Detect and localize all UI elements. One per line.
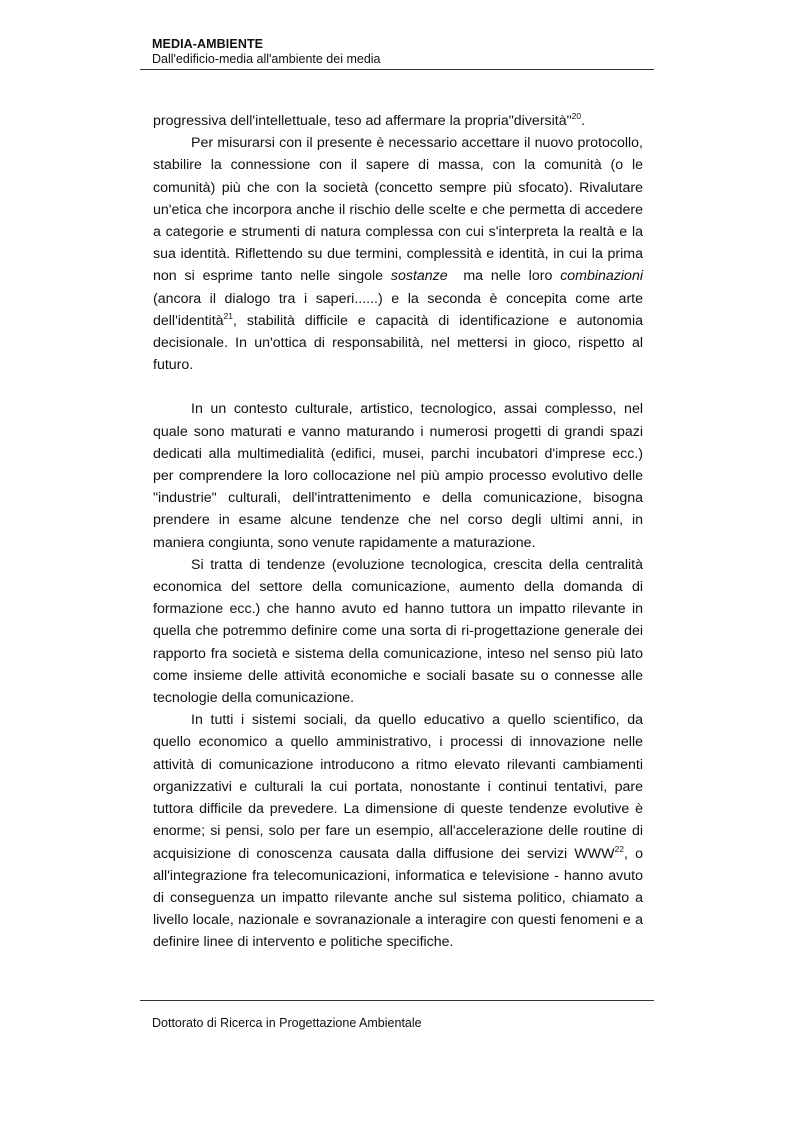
- header-title: MEDIA-AMBIENTE: [152, 37, 264, 51]
- paragraph-3: In un contesto culturale, artistico, tecnologico, assai complesso, nel quale sono maturati e vanno maturando i numerosi progetti di grandi spazi dedicati alla multimedialità (edifici, musei, parchi incubatori d'imprese ecc.) per comprendere la loro collocazione nel più ampio processo evolutivo delle "industrie" culturali, dell'intrattenimento e della comunicazione, bisogna prendere in esame alcune tendenze che nel corso degli ultimi anni, in maniera congiunta, sono venute rapidamente a maturazione.: [153, 401, 643, 551]
- italic-term-sostanze: sostanze: [390, 268, 448, 285]
- footnote-ref-21: 21: [223, 310, 234, 321]
- footnote-ref-22: 22: [614, 843, 624, 854]
- paragraph-5: In tutti i sistemi sociali, da quello educativo a quello scientifico, da quello economico a quello amministrativo, i processi di innovazione nelle attività di comunicazione introducono a ritmo elevato rilevanti cambiamenti organizzativi e culturali la cui portata, nonostante i continui tentativi, pare tuttora difficile da prevedere. La dimensione di queste tendenze evolutive è enorme; si pensi, solo per fare un esempio, all'accelerazione delle routine di acquisizione di conoscenza causata dalla diffusione dei servizi WWW$^{22}$, o all'integrazione fra telecomunicazioni, informatica e televisione - hanno avuto di conseguenza un impatto rilevante anche sul sistema politico, chiamato a livello locale, nazionale e sovranazionale a interagire con questi fenomeni e a definire linee di intervento e politiche specifiche.: [153, 712, 643, 951]
- header-subtitle: Dall'edificio-media all'ambiente dei media: [152, 52, 381, 66]
- paragraph-4: Si tratta di tendenze (evoluzione tecnologica, crescita della centralità economica del settore della comunicazione, aumento della domanda di formazione ecc.) che hanno avuto ed hanno tuttora un impatto rilevante in quella che potremmo definire come una sorta di ri-progettazione generale dei rapporto fra società e sistema della comunicazione, inteso nel senso più lato come insieme delle attività economiche e sociali basate su o connesse alle tecnologie della comunicazione.: [153, 556, 643, 707]
- footnote-ref-20: 20: [571, 111, 582, 121]
- running-header: [152, 37, 654, 67]
- body-text: [153, 110, 651, 954]
- header-divider: [140, 69, 654, 70]
- italic-term-combinazioni: combinazioni: [560, 268, 643, 285]
- running-footer: Dottorato di Ricerca in Progettazione Ambientale: [152, 1016, 422, 1030]
- footer-divider: [140, 1000, 654, 1001]
- paragraph-2: Per misurarsi con il presente è necessario accettare il nuovo protocollo, stabilire la connessione con il sapere di massa, con la comunità (o le comunità) più che con la società (concetto sempre più sfocato). Rivalutare un'etica che incorpora anche il rischio delle scelte e che permetta di accedere a categorie e strumenti di natura complessa con cui s'interpreta la realtà e la sua identità. Riflettendo su due termini, complessità e identità, in cui la prima non si esprime tanto nelle singole sostanze ma nelle loro combinazioni (ancora il dialogo tra i saperi......) e la seconda è concepita come arte dell'identità$^{21}$, stabilità difficile e capacità di identificazione e autonomia decisionale. In un'ottica di responsabilità, nel mettersi in gioco, rispetto al futuro.: [153, 135, 651, 374]
- paragraph-1: progressiva dell'intellettuale, teso ad affermare la propria"diversità"$^{20}$.: [153, 111, 586, 129]
